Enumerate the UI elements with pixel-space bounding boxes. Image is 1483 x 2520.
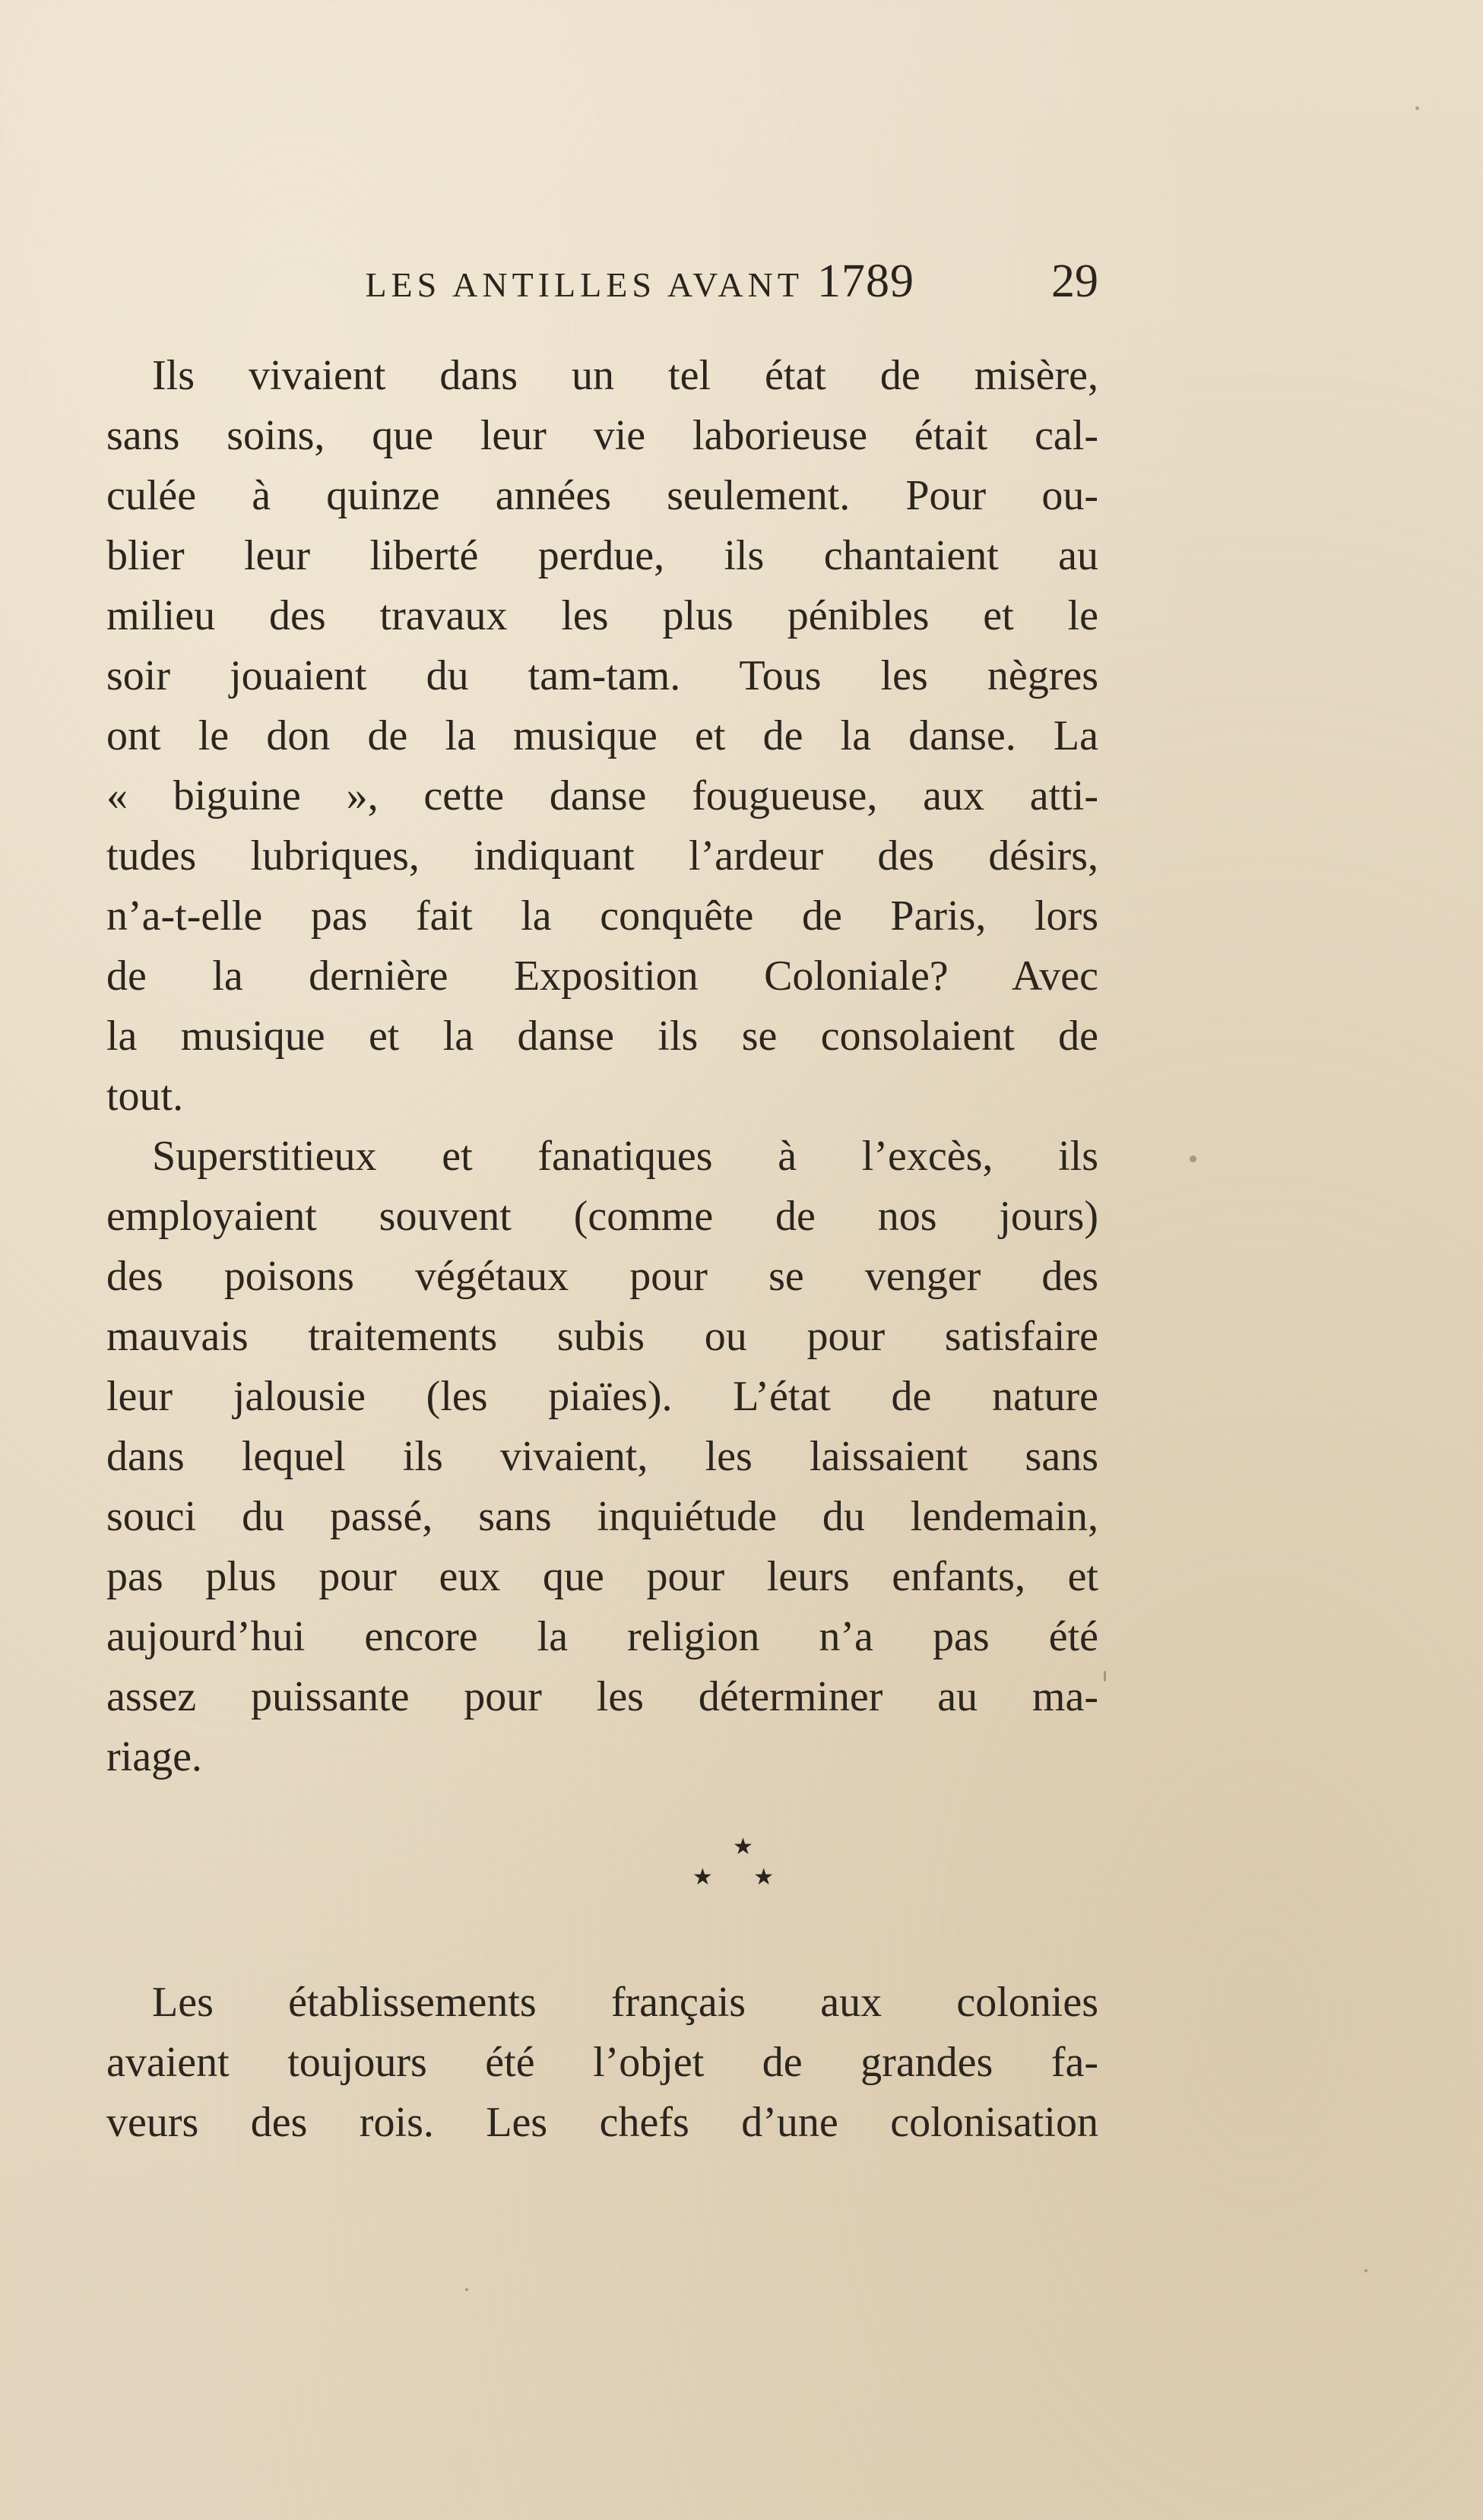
- text-line: la musique et la danse ils se consolaient de: [106, 1013, 1098, 1060]
- text-line: riage.: [106, 1733, 202, 1780]
- text-line: sans soins, que leur vie laborieuse était cal-: [106, 412, 1098, 459]
- text-line: Les établissements français aux colonies: [152, 1979, 1098, 2026]
- body-text-continued: [106, 1973, 1098, 2153]
- text-line: n’a-t-elle pas fait la conquête de Paris, lors: [106, 892, 1098, 940]
- paper-speck: [1104, 1671, 1106, 1682]
- running-head-title: LES ANTILLES AVANT: [365, 265, 803, 304]
- text-line: ont le don de la musique et de la danse. La: [106, 712, 1098, 759]
- running-head-year: 1789: [817, 255, 914, 307]
- text-line: pas plus pour eux que pour leurs enfants, et: [106, 1553, 1098, 1600]
- paragraph-2: [106, 1127, 1098, 1787]
- section-separator: [0, 1832, 1483, 1893]
- text-line: des poisons végétaux pour se venger des: [106, 1253, 1098, 1300]
- text-line: tudes lubriques, indiquant l’ardeur des désirs,: [106, 832, 1098, 880]
- paper-speck: [465, 2288, 468, 2291]
- body-text: [106, 346, 1098, 1787]
- text-line: aujourd’hui encore la religion n’a pas été: [106, 1613, 1098, 1660]
- text-line: dans lequel ils vivaient, les laissaient sans: [106, 1433, 1098, 1480]
- text-line: culée à quinze années seulement. Pour ou-: [106, 472, 1098, 519]
- text-line: soir jouaient du tam-tam. Tous les nègres: [106, 652, 1098, 699]
- text-line: Ils vivaient dans un tel état de misère,: [152, 352, 1098, 399]
- text-line: veurs des rois. Les chefs d’une colonisation: [106, 2099, 1098, 2146]
- text-line: leur jalousie (les piaïes). L’état de nature: [106, 1373, 1098, 1420]
- text-line: blier leur liberté perdue, ils chantaient au: [106, 532, 1098, 579]
- text-line: « biguine », cette danse fougueuse, aux atti-: [106, 772, 1098, 819]
- paragraph-3: [106, 1973, 1098, 2153]
- running-head: [106, 255, 1098, 315]
- text-line: tout.: [106, 1073, 184, 1120]
- text-line: milieu des travaux les plus pénibles et le: [106, 592, 1098, 639]
- text-line: souci du passé, sans inquiétude du lendemain,: [106, 1493, 1098, 1540]
- text-line: avaient toujours été l’objet de grandes fa-: [106, 2039, 1098, 2086]
- text-line: employaient souvent (comme de nos jours): [106, 1193, 1098, 1240]
- text-line: Superstitieux et fanatiques à l’excès, ils: [152, 1133, 1098, 1180]
- separator-star-row: ★ ★: [692, 1864, 791, 1891]
- paper-speck: [1364, 2269, 1367, 2272]
- text-line: de la dernière Exposition Coloniale? Avec: [106, 953, 1098, 1000]
- paper-speck: [1190, 1155, 1196, 1162]
- paragraph-1: [106, 346, 1098, 1127]
- text-line: mauvais traitements subis ou pour satisfaire: [106, 1313, 1098, 1360]
- text-line: assez puissante pour les déterminer au ma-: [106, 1673, 1098, 1720]
- separator-star-top: ★: [733, 1834, 753, 1860]
- paper-speck: [1415, 106, 1419, 110]
- page-number: 29: [1051, 255, 1098, 307]
